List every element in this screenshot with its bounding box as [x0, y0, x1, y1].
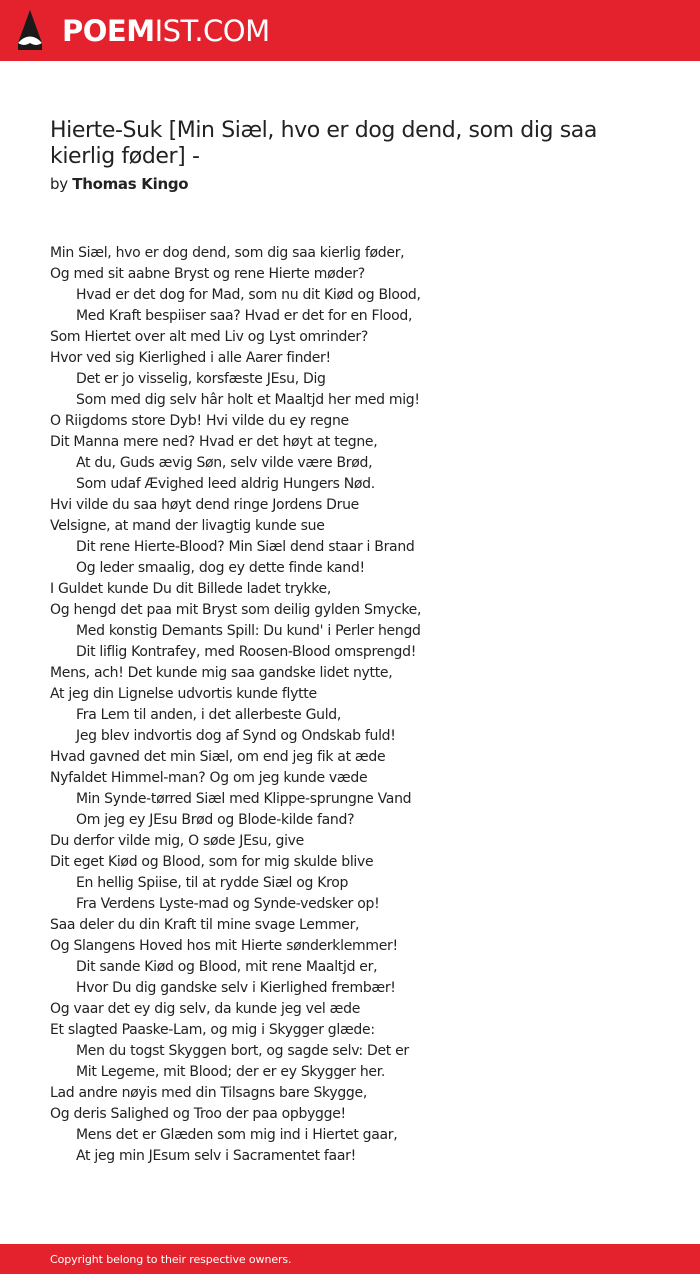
poem-line: Hvor ved sig Kierlighed i alle Aarer finder!: [50, 350, 331, 366]
poem-line: Dit liflig Kontrafey, med Roosen-Blood omsprengd!: [76, 644, 417, 660]
poem-line: Min Synde-tørred Siæl med Klippe-sprungne Vand: [76, 791, 412, 807]
poem-line: Dit rene Hierte-Blood? Min Siæl dend staar i Brand: [76, 539, 415, 555]
poem-line: At du, Guds ævig Søn, selv vilde være Brød,: [76, 455, 373, 471]
poem-line: Med Kraft bespiiser saa? Hvad er det for en Flood,: [76, 308, 413, 324]
poem-line: En hellig Spiise, til at rydde Siæl og Krop: [76, 875, 349, 891]
copyright-text: Copyright belong to their respective owners.: [50, 1252, 292, 1266]
poem-body: [50, 243, 670, 1167]
poem-line: Som med dig selv hâr holt et Maaltjd her med mig!: [76, 392, 420, 408]
brand-name-bold: POEM: [62, 14, 155, 48]
poem-line: At jeg min JEsum selv i Sacramentet faar!: [76, 1148, 356, 1164]
poem-line: Hvi vilde du saa høyt dend ringe Jordens Drue: [50, 497, 359, 513]
footer-bar: [0, 1244, 700, 1274]
poem-line: Dit sande Kiød og Blood, mit rene Maaltjd er,: [76, 959, 378, 975]
poem-line: Og vaar det ey dig selv, da kunde jeg vel æde: [50, 1001, 361, 1017]
poem-line: Og med sit aabne Bryst og rene Hierte møder?: [50, 266, 365, 282]
poem-line: Om jeg ey JEsu Brød og Blode-kilde fand?: [76, 812, 355, 828]
poem-line: Min Siæl, hvo er dog dend, som dig saa kierlig føder,: [50, 245, 405, 261]
poem-line: Fra Verdens Lyste-mad og Synde-vedsker op!: [76, 896, 380, 912]
poem-line: I Guldet kunde Du dit Billede ladet trykke,: [50, 581, 331, 597]
brand-name-light: IST.COM: [154, 14, 270, 48]
poem-line: Nyfaldet Himmel-man? Og om jeg kunde væde: [50, 770, 368, 786]
poem-line: Fra Lem til anden, i det allerbeste Guld,: [76, 707, 342, 723]
poem-line: Dit Manna mere ned? Hvad er det høyt at tegne,: [50, 434, 378, 450]
poem-line: Jeg blev indvortis dog af Synd og Ondskab fuld!: [76, 728, 396, 744]
poem-line: Som Hiertet over alt med Liv og Lyst omrinder?: [50, 329, 369, 345]
poem-line: Hvor Du dig gandske selv i Kierlighed frembær!: [76, 980, 396, 996]
poem-line: Med konstig Demants Spill: Du kund' i Perler hengd: [76, 623, 421, 639]
by-label: by: [50, 175, 68, 193]
poem-line: At jeg din Lignelse udvortis kunde flytte: [50, 686, 317, 702]
byline: [50, 174, 188, 194]
poem-line: Velsigne, at mand der livagtig kunde sue: [50, 518, 325, 534]
poem-line: Hvad gavned det min Siæl, om end jeg fik at æde: [50, 749, 386, 765]
poem-line: Et slagted Paaske-Lam, og mig i Skygger glæde:: [50, 1022, 375, 1038]
top-bar: [0, 0, 700, 61]
author-name: Thomas Kingo: [72, 175, 189, 193]
poem-line: O Riigdoms store Dyb! Hvi vilde du ey regne: [50, 413, 349, 429]
poem-line: Og Slangens Hoved hos mit Hierte sønderklemmer!: [50, 938, 398, 954]
poem-line: Og deris Salighed og Troo der paa opbygge!: [50, 1106, 346, 1122]
poem-line: Men du togst Skyggen bort, og sagde selv: Det er: [76, 1043, 409, 1059]
poem-line: Det er jo visselig, korsfæste JEsu, Dig: [76, 371, 326, 387]
poem-line: Hvad er det dog for Mad, som nu dit Kiød og Blood,: [76, 287, 421, 303]
poem-line: Og leder smaalig, dog ey dette finde kand!: [76, 560, 365, 576]
poem-title: Hierte-Suk [Min Siæl, hvo er dog dend, som dig saa kierlig føder] -: [50, 118, 597, 169]
poem-line: Dit eget Kiød og Blood, som for mig skulde blive: [50, 854, 374, 870]
poem-line: Mit Legeme, mit Blood; der er ey Skygger her.: [76, 1064, 386, 1080]
poem-line: Du derfor vilde mig, O søde JEsu, give: [50, 833, 304, 849]
poem-line: Mens, ach! Det kunde mig saa gandske lidet nytte,: [50, 665, 393, 681]
poem-line: Som udaf Ævighed leed aldrig Hungers Nød.: [76, 476, 375, 492]
poem-line: Saa deler du din Kraft til mine svage Lemmer,: [50, 917, 360, 933]
poem-line: Lad andre nøyis med din Tilsagns bare Skygge,: [50, 1085, 367, 1101]
poem-line: Og hengd det paa mit Bryst som deilig gylden Smycke,: [50, 602, 422, 618]
poem-line: Mens det er Glæden som mig ind i Hiertet gaar,: [76, 1127, 398, 1143]
site-logo-link[interactable]: [62, 11, 270, 51]
pencil-tip-icon[interactable]: [17, 9, 43, 51]
